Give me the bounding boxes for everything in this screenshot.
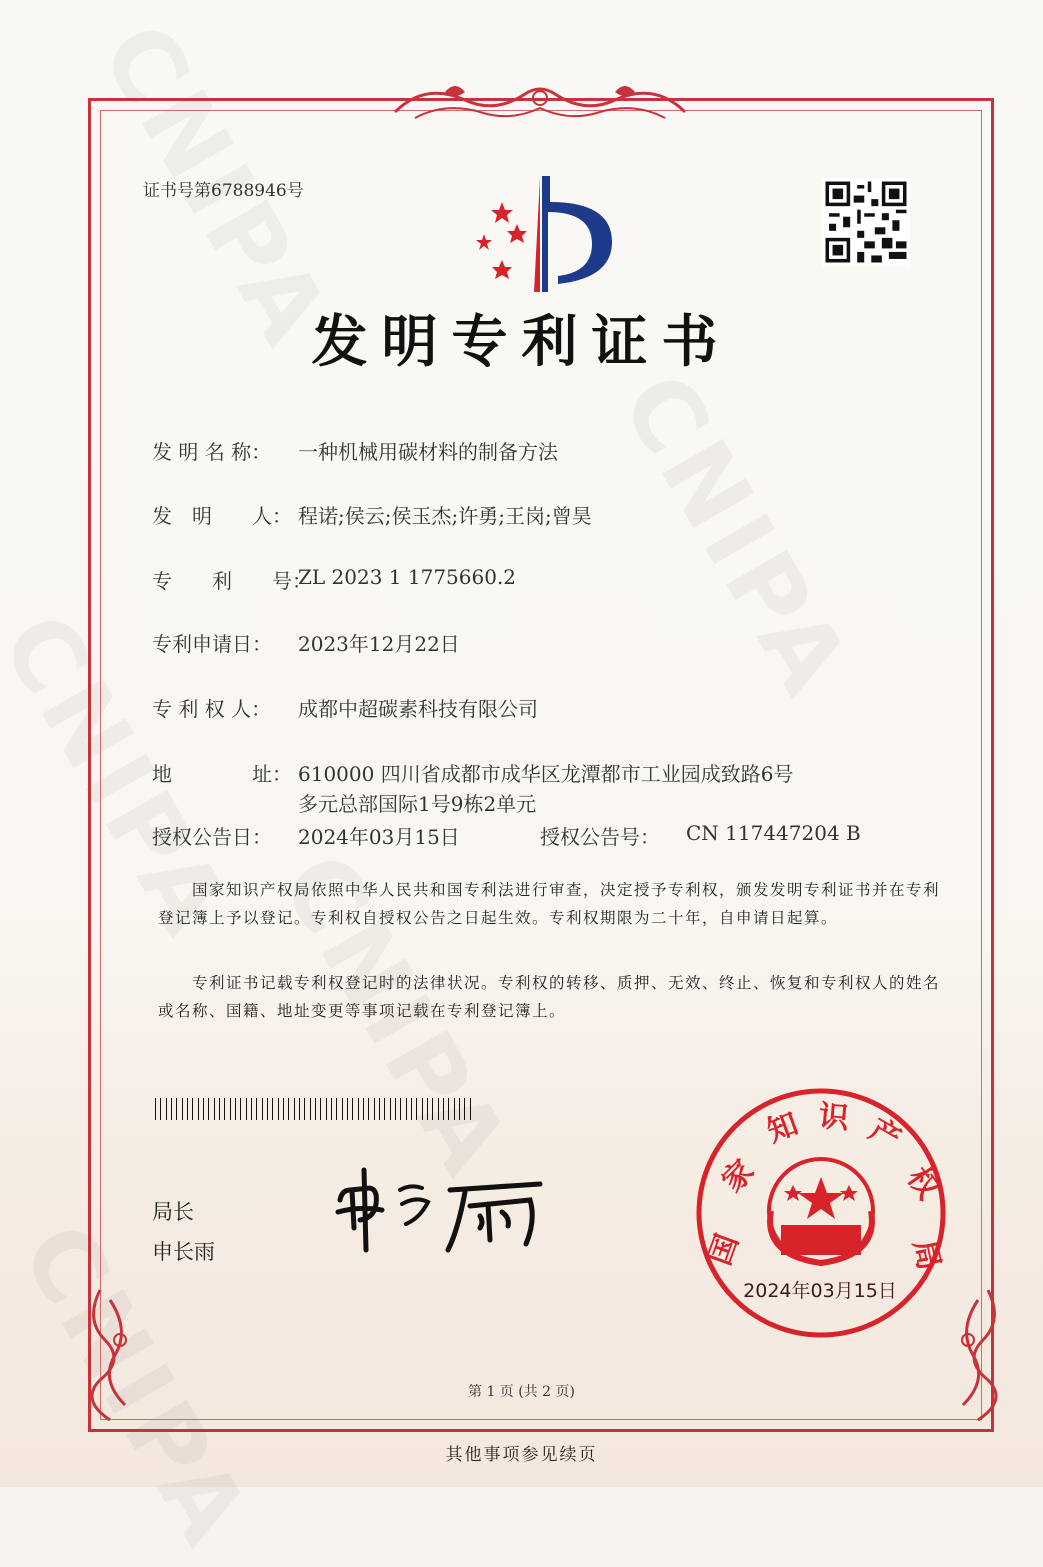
svg-text:家: 家 <box>715 1153 762 1200</box>
inventors-row <box>152 500 592 529</box>
seal-date: 2024年03月15日 <box>743 1280 897 1302</box>
patentee-label: 专 利 权 人： <box>152 697 272 721</box>
certificate-number: 证书号第6788946号 <box>143 181 304 201</box>
patent-number-row <box>152 565 516 594</box>
svg-text:权: 权 <box>899 1161 946 1206</box>
application-date-row <box>152 628 460 657</box>
grant-date-row <box>152 821 460 850</box>
svg-text:知: 知 <box>762 1106 803 1150</box>
cnipa-logo-icon <box>462 172 622 297</box>
qr-code-icon <box>822 178 910 266</box>
patent-number-value: ZL 2023 1 1775660.2 <box>298 565 517 589</box>
page-number: 第 1 页 (共 2 页) <box>468 1384 575 1400</box>
address-line1: 610000 四川省成都市成华区龙潭都市工业园成致路6号 <box>298 762 794 786</box>
grant-number-row <box>540 821 861 850</box>
grant-date-label: 授权公告日： <box>152 825 272 849</box>
address-label: 地 址： <box>152 762 292 786</box>
svg-text:产: 产 <box>863 1112 907 1158</box>
certificate-title: 发明专利证书 <box>311 310 732 375</box>
grant-number-label: 授权公告号： <box>540 825 660 849</box>
invention-name-label: 发 明 名 称： <box>152 440 272 464</box>
director-title: 局长 <box>152 1200 194 1224</box>
footer-note: 其他事项参见续页 <box>445 1445 598 1465</box>
bottom-left-ornament <box>80 1280 170 1430</box>
address-line2: 多元总部国际1号9栋2单元 <box>298 792 537 816</box>
grant-number-value: CN 117447204 B <box>686 821 861 845</box>
inventors-label: 发 明 人： <box>152 504 292 528</box>
patent-number-label: 专 利 号： <box>152 569 312 593</box>
invention-name-row <box>152 436 558 465</box>
address-row <box>152 758 793 787</box>
barcode-icon <box>155 1098 473 1120</box>
statement-paragraph-2: 专利证书记载专利权登记时的法律状况。专利权的转移、质押、无效、终止、恢复和专利权人的姓名或名称、国籍、地址变更等事项记载在专利登记簿上。 <box>158 974 941 1020</box>
svg-text:局: 局 <box>906 1236 947 1274</box>
signature-icon <box>330 1160 560 1260</box>
grant-date-value: 2024年03月15日 <box>298 825 460 849</box>
svg-text:国: 国 <box>702 1229 746 1270</box>
svg-text:识: 识 <box>817 1098 851 1137</box>
statement-paragraph-1: 国家知识产权局依照中华人民共和国专利法进行审查，决定授予专利权，颁发发明专利证书并在专利登记簿上予以登记。专利权自授权公告之日起生效。专利权期限为二十年，自申请日起算。 <box>158 881 941 927</box>
application-date-label: 专利申请日： <box>152 632 272 656</box>
application-date-value: 2023年12月22日 <box>298 632 460 656</box>
patentee-row <box>152 693 538 722</box>
patentee-value: 成都中超碳素科技有限公司 <box>298 697 538 721</box>
top-ornament <box>385 72 695 128</box>
invention-name-value: 一种机械用碳材料的制备方法 <box>298 440 558 464</box>
inventors-value: 程诺;侯云;侯玉杰;许勇;王岗;曾昊 <box>298 504 592 528</box>
director-name: 申长雨 <box>152 1240 215 1264</box>
